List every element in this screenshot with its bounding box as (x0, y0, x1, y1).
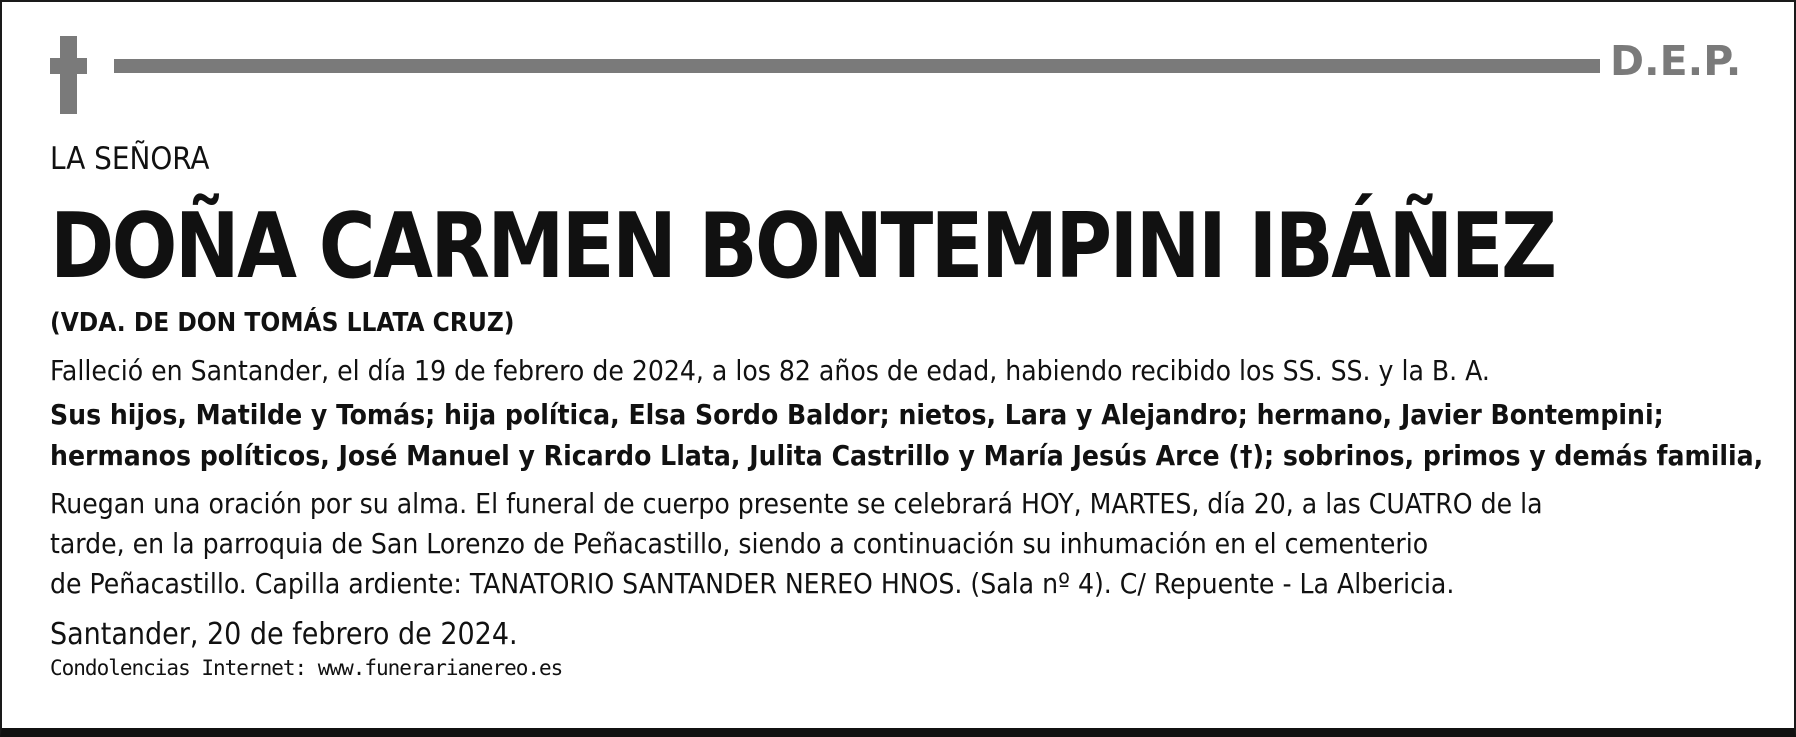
ceremony-line: Ruegan una oración por su alma. El funeral de cuerpo presente se celebrará HOY, MARTES, día 20, a las CUATRO de la (50, 487, 1543, 520)
intro-label: LA SEÑORA (50, 141, 210, 177)
closing-date: Santander, 20 de febrero de 2024. (50, 617, 518, 652)
family-line: hermanos políticos, José Manuel y Ricardo Llata, Julita Castrillo y María Jesús Arce (†); sobrinos, primos y demás familia, (50, 439, 1764, 472)
dep-label: D.E.P. (1610, 37, 1742, 85)
cross-icon (50, 36, 87, 114)
deceased-name: DOÑA CARMEN BONTEMPINI IBÁÑEZ (50, 194, 1555, 299)
ceremony-line: de Peñacastillo. Capilla ardiente: TANATORIO SANTANDER NEREO HNOS. (Sala nº 4). C/ Repuente - La Albericia. (50, 567, 1455, 600)
condolences-link[interactable]: Condolencias Internet: www.funerarianereo.es (50, 656, 563, 680)
widow-note: (VDA. DE DON TOMÁS LLATA CRUZ) (50, 308, 515, 338)
death-notice: Falleció en Santander, el día 19 de febrero de 2024, a los 82 años de edad, habiendo recibido los SS. SS. y la B. A. (50, 354, 1490, 387)
ceremony-line: tarde, en la parroquia de San Lorenzo de Peñacastillo, siendo a continuación su inhumación en el cementerio (50, 527, 1429, 560)
header-rule (114, 59, 1600, 73)
family-line: Sus hijos, Matilde y Tomás; hija política, Elsa Sordo Baldor; nietos, Lara y Alejandro; hermano, Javier Bontempini; (50, 398, 1664, 431)
